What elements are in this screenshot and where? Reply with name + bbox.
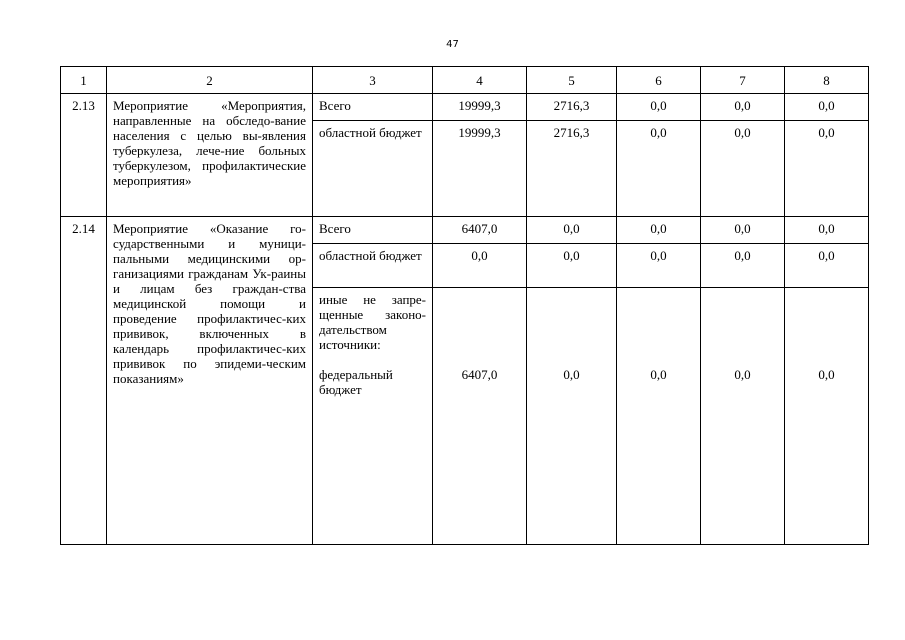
- value-cell: 6407,0: [433, 288, 527, 545]
- source-label: Всего: [313, 94, 433, 121]
- value-cell: 0,0: [785, 244, 869, 288]
- header-cell: 8: [785, 67, 869, 94]
- value-cell: 0,0: [617, 94, 701, 121]
- header-row: [61, 67, 869, 94]
- value-cell: 2716,3: [527, 94, 617, 121]
- source-label: иные не запре-щенные законо-дательством источники:: [319, 292, 426, 352]
- value-cell: 0,0: [785, 217, 869, 244]
- value-cell: 0,0: [617, 244, 701, 288]
- value-cell: 0,0: [701, 94, 785, 121]
- row-id: 2.13: [61, 94, 107, 217]
- table-row: [61, 94, 869, 121]
- value-cell: 0,0: [527, 244, 617, 288]
- header-cell: 2: [107, 67, 313, 94]
- value-cell: 0,0: [527, 217, 617, 244]
- value-cell: 0,0: [785, 288, 869, 545]
- value-cell: 0,0: [527, 288, 617, 545]
- header-cell: 7: [701, 67, 785, 94]
- value-cell: 2716,3: [527, 121, 617, 217]
- budget-table: [60, 66, 869, 545]
- source-label: Всего: [313, 217, 433, 244]
- header-cell: 6: [617, 67, 701, 94]
- value-cell: 19999,3: [433, 94, 527, 121]
- value-cell: 6407,0: [433, 217, 527, 244]
- value-cell: 19999,3: [433, 121, 527, 217]
- header-cell: 1: [61, 67, 107, 94]
- header-cell: 4: [433, 67, 527, 94]
- source-label: областной бюджет: [313, 244, 433, 288]
- value-cell: 0,0: [617, 121, 701, 217]
- source-sublabel: федеральный бюджет: [319, 367, 393, 397]
- row-description: Мероприятие «Оказание го-сударственными и муници-пальными медицинскими ор-ганизациями гражданам Ук-раины и лицам без граждан-ства медицинской помощи и проведение профилактичес-ких прививок, включенных в календарь профилактичес-ких прививок по эпидеми-ческим показаниям»: [107, 217, 313, 545]
- page-number: 47: [446, 39, 459, 50]
- table-row: [61, 217, 869, 244]
- value-cell: 0,0: [785, 121, 869, 217]
- value-cell: 0,0: [433, 244, 527, 288]
- value-cell: 0,0: [701, 244, 785, 288]
- source-label: областной бюджет: [313, 121, 433, 217]
- header-cell: 5: [527, 67, 617, 94]
- value-cell: 0,0: [617, 288, 701, 545]
- value-cell: 0,0: [701, 217, 785, 244]
- header-cell: 3: [313, 67, 433, 94]
- value-cell: 0,0: [701, 288, 785, 545]
- value-cell: 0,0: [617, 217, 701, 244]
- source-label-cell: [313, 288, 433, 545]
- value-cell: 0,0: [701, 121, 785, 217]
- row-id: 2.14: [61, 217, 107, 545]
- value-cell: 0,0: [785, 94, 869, 121]
- row-description: Мероприятие «Мероприятия, направленные на обследо-вание населения с целью вы-явления туберкулеза, лече-ние больных туберкулезом, профилактические мероприятия»: [107, 94, 313, 217]
